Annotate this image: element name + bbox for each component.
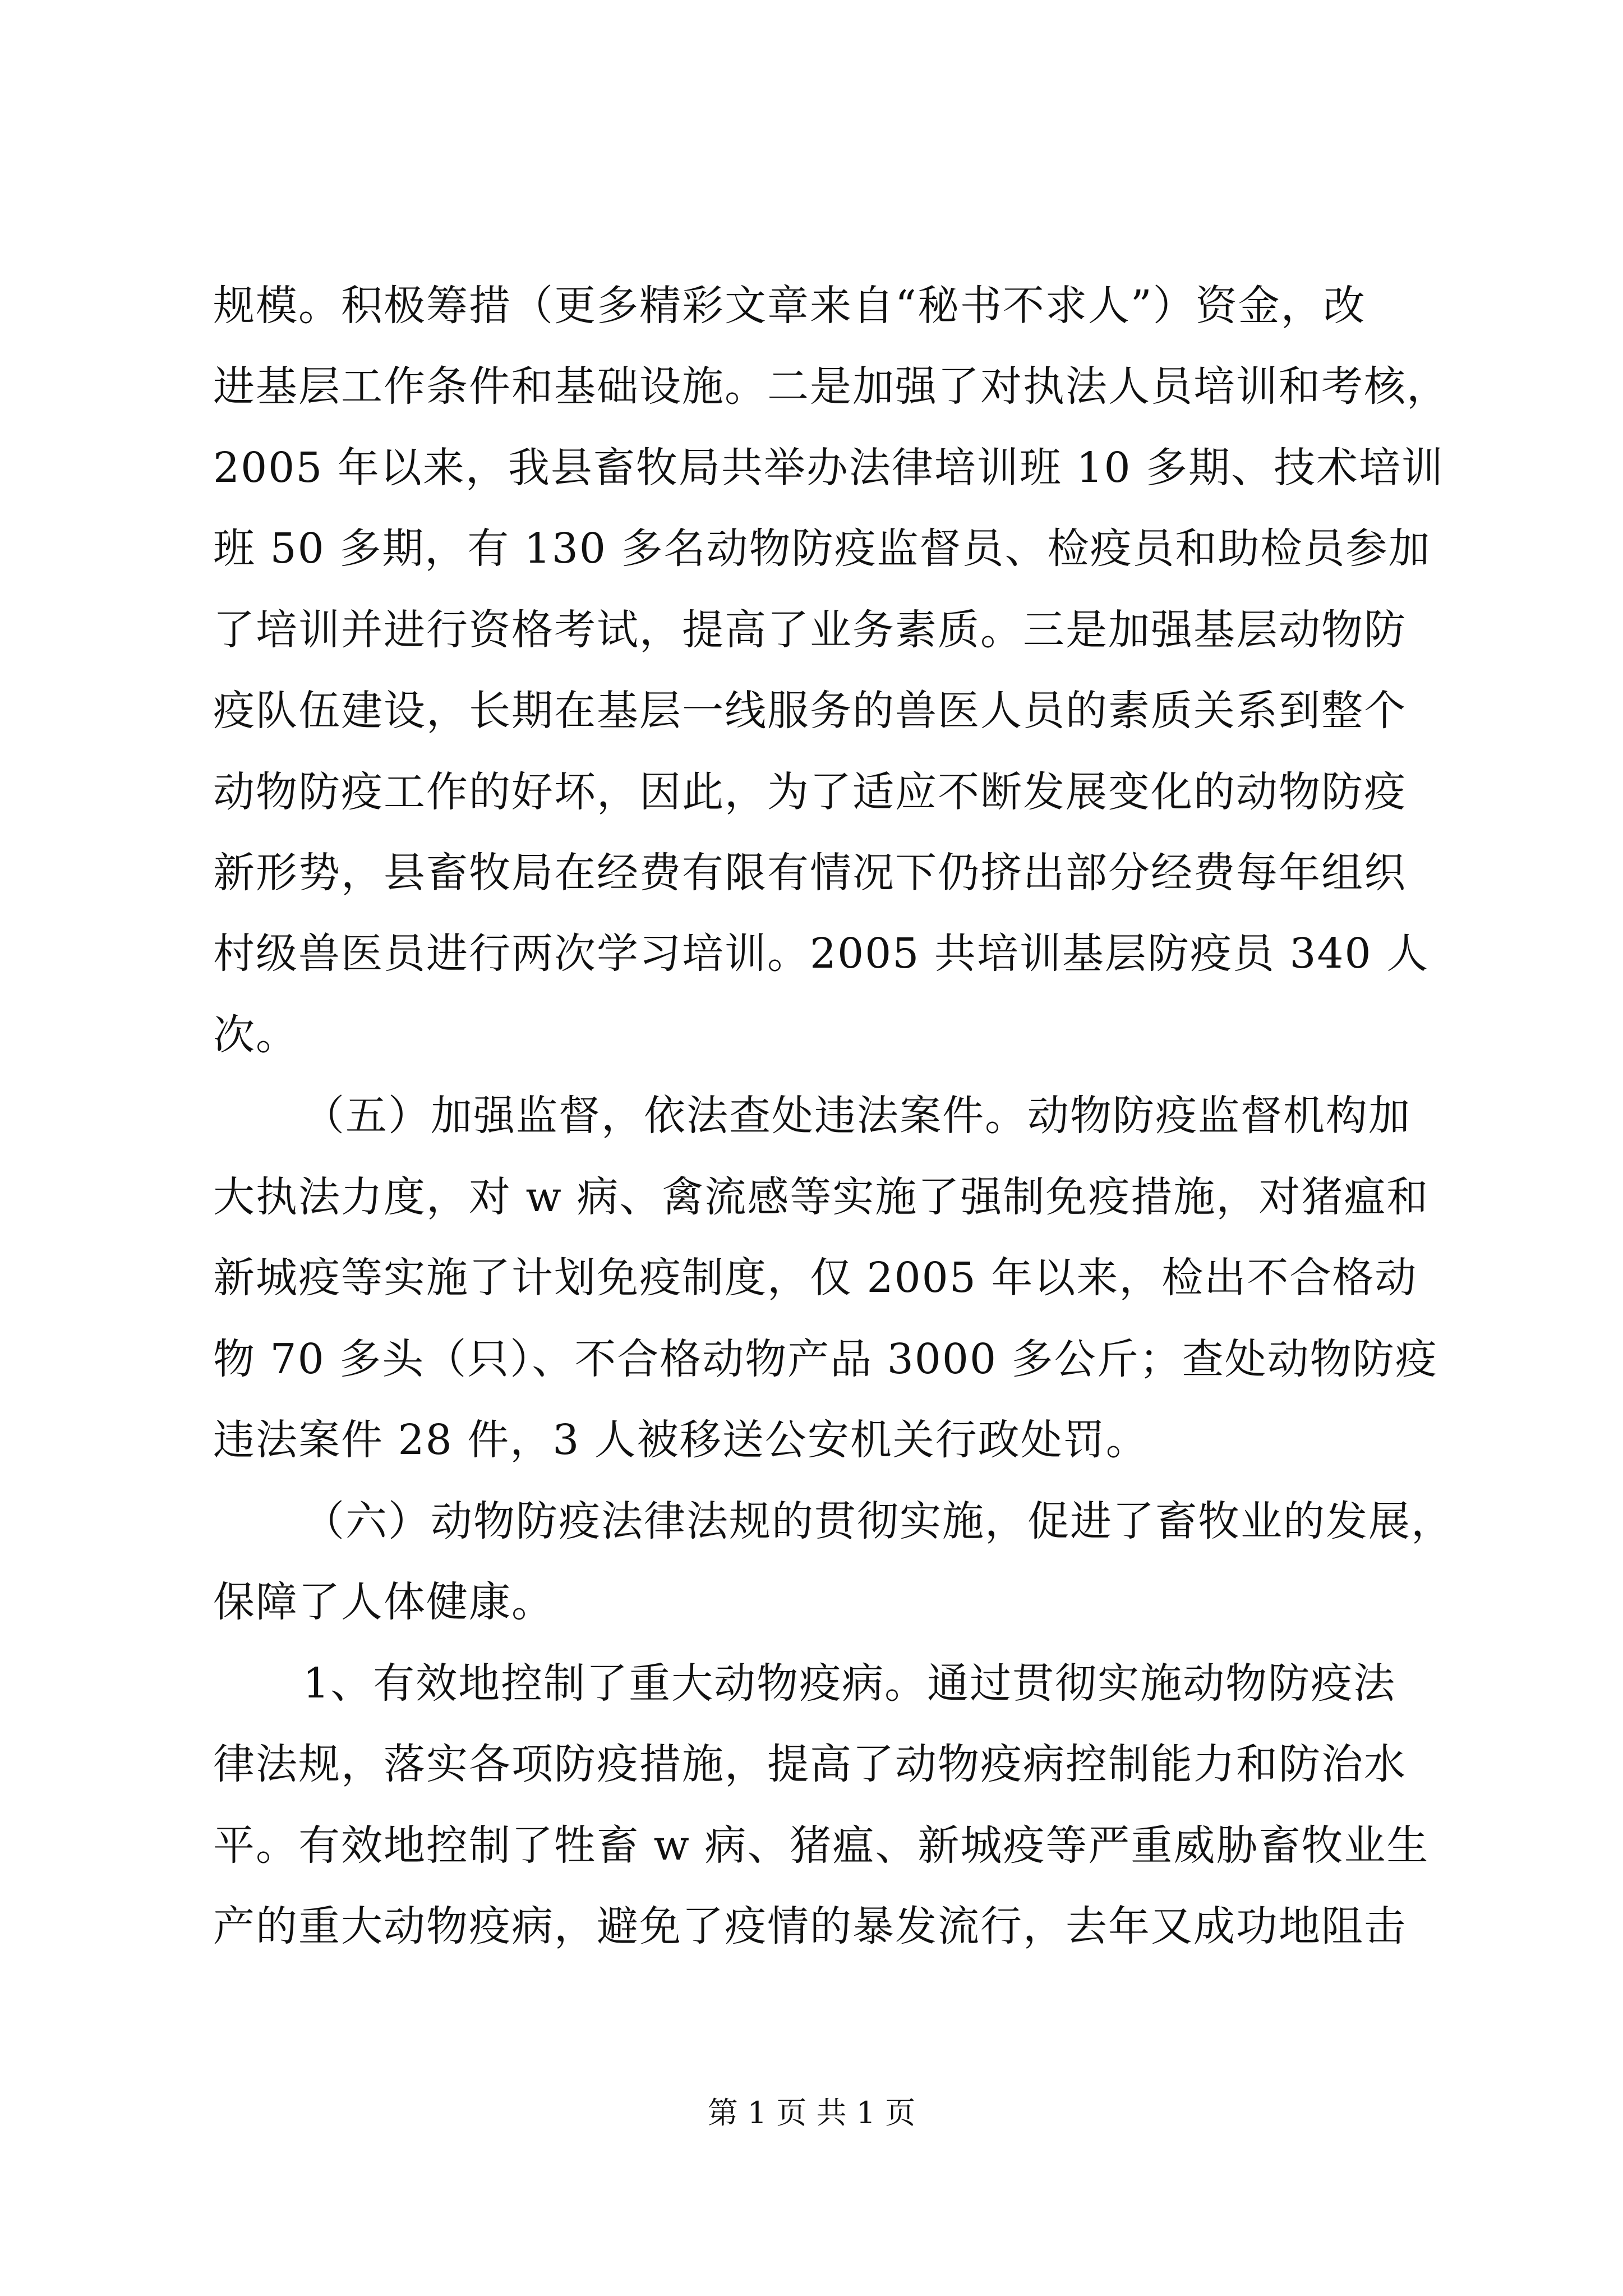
item-1-heading-line: 1、有效地控制了重大动物疫病。通过贯彻实施动物防疫法 [303,1659,1396,1708]
text-line-15: 违法案件 28 件，3 人被移送公安机关行政处罚。 [213,1416,1149,1464]
text-line-4: 班 50 多期，有 130 多名动物防疫监督员、检疫员和助检员参加 [213,524,1431,573]
text-line-8: 新形势，县畜牧局在经费有限有情况下仍挤出部分经费每年组织 [213,849,1407,897]
text-line-20: 平。有效地控制了牲畜 w 病、猪瘟、新城疫等严重威胁畜牧业生 [213,1821,1430,1870]
text-line-7: 动物防疫工作的好坏，因此，为了适应不断发展变化的动物防疫 [213,768,1407,816]
text-line-14: 物 70 多头（只）、不合格动物产品 3000 多公斤；查处动物防疫 [213,1335,1438,1383]
text-line-13: 新城疫等实施了计划免疫制度，仅 2005 年以来，检出不合格动 [213,1254,1418,1302]
text-line-21: 产的重大动物疫病，避免了疫情的暴发流行，去年又成功地阻击 [213,1902,1407,1950]
page-footer: 第 1 页 共 1 页 [707,2095,916,2131]
text-line-19: 律法规，落实各项防疫措施，提高了动物疫病控制能力和防治水 [213,1740,1407,1788]
text-line-9: 村级兽医员进行两次学习培训。2005 共培训基层防疫员 340 人 [213,930,1430,978]
text-line-5: 了培训并进行资格考试，提高了业务素质。三是加强基层动物防 [213,606,1407,654]
text-line-3: 2005 年以来，我县畜牧局共举办法律培训班 10 多期、技术培训 [213,444,1445,492]
paragraph-5-heading-line: （五）加强监督，依法查处违法案件。动物防疫监督机构加 [303,1092,1411,1140]
text-line-6: 疫队伍建设，长期在基层一线服务的兽医人员的素质关系到整个 [213,687,1407,735]
text-line-1: 规模。积极筹措（更多精彩文章来自“秘书不求人”）资金，改 [213,282,1366,330]
text-line-12: 大执法力度，对 w 病、禽流感等实施了强制免疫措施，对猪瘟和 [213,1173,1430,1221]
text-line-17: 保障了人体健康。 [213,1578,554,1626]
paragraph-6-heading-line: （六）动物防疫法律法规的贯彻实施，促进了畜牧业的发展， [303,1497,1454,1545]
text-line-2: 进基层工作条件和基础设施。二是加强了对执法人员培训和考核， [213,362,1449,411]
text-line-10: 次。 [213,1011,298,1059]
